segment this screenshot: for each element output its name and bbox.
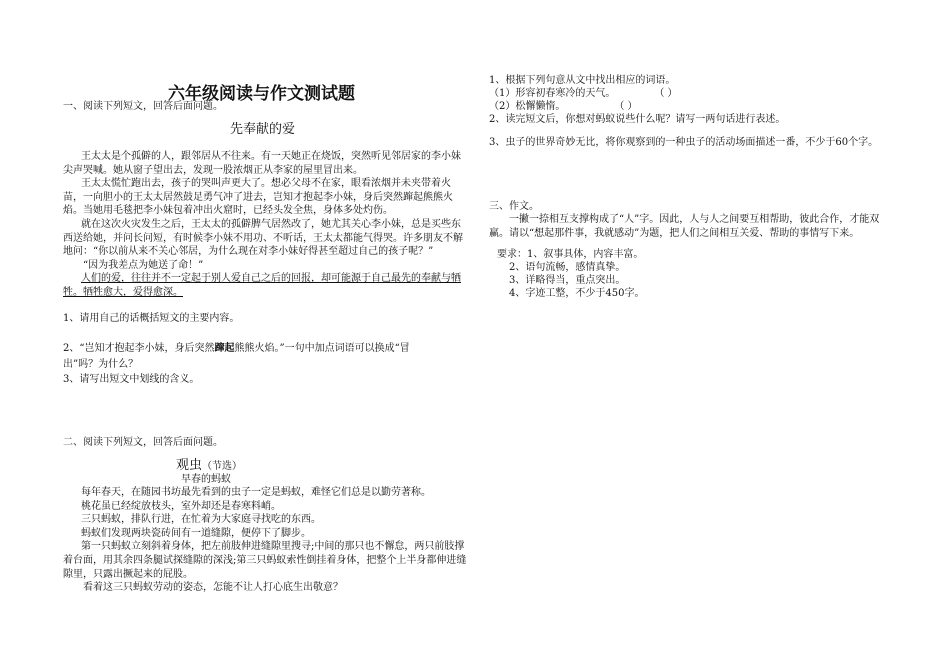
passage-2-title: 观虫 [176,458,203,473]
passage-2-title-note: （节选） [202,461,243,472]
question-1: 1、请用自己的话概括短文的主要内容。 [63,313,240,324]
passage-2-paragraph: 每年春天，在随园书坊最先看到的虫子一定是蚂蚁，难怪它们总是以勤劳著称。 [81,487,431,498]
question-2-line-2: 出”吗？为什么？ [63,359,139,370]
question-2-text-a: 2、“岂知才抱起李小妹，身后突然 [63,343,215,354]
passage-2-paragraph: 三只蚂蚁，排队行进，在忙着为大家庭寻找吃的东西。 [81,514,321,526]
passage-2-paragraph: 桃花虽已经绽放枝头，室外却还是春寒料峭。 [81,500,281,512]
passage-1-paragraph: 王太太是个孤僻的人，跟邻居从不往来。有一天她正在烧饭，突然听见邻居家的李小妹尖声哭喊。她从窗子望出去，发现一股浓烟正从李家的屋里冒出来。 [63,151,461,176]
passage-1-paragraph: 就在这次火灾发生之后，王太太的孤僻脾气居然改了，她尤其关心李小妹，总是买些东西送给她，并问长问短，有时候李小妹不用功、不听话，王太太都能气得哭。许多朋友不解地问：“你以前从来不关心邻居，为什么现在对李小妹好得甚至超过自己的孩子呢？” [63,218,463,258]
section-3-heading: 三、作文。 [489,201,539,212]
right-question-2: 2、读完短文后，你想对蚂蚁说些什么呢？请写一两句话进行表述。 [489,114,786,125]
requirement-item: 3、详略得当，重点突出。 [509,275,626,286]
item-1-text: （1）形容初春寒冷的天气。 [489,88,616,99]
item-2-text: （2）松懈懒惰。 [489,101,566,112]
passage-1-title: 先奉献的爱 [230,122,296,137]
passage-2-paragraph: 看着这三只蚂蚁劳动的姿态，怎能不让人打心底生出敬意？ [83,582,343,594]
question-2-line-1 [63,342,410,355]
section-1-heading: 一、阅读下列短文，回答后面问题。 [63,101,223,112]
passage-2-paragraph: 第一只蚂蚁立刻斜着身体，把左前肢伸进缝隙里搜寻;中间的那只也不懈怠，两只前肢撑着台面，用其余四条腿试探缝隙的深浅;第三只蚂蚁索性倒挂着身体，把整个上半身都伸进缝隙里，只露出撅起来的屁股。 [63,541,467,580]
right-question-1-item-1 [489,87,678,100]
right-question-1-item-2 [489,100,638,113]
passage-1-paragraph: 王太太慌忙跑出去，孩子的哭叫声更大了。想必父母不在家，眼看浓烟并未夹带着火苗，一向胆小的王太太居然鼓足勇气冲了进去，岂知才抱起李小妹，身后突然蹿起熊熊火焰。当她用毛毯把李小妹包着冲出火窟时，已经头发全焦，身体多处灼伤。 [63,178,453,217]
question-2-text-b: 熊熊火焰。”一句中加点词语可以换成“冒 [234,343,410,354]
passage-1-body [63,150,467,300]
section-2-heading: 二、阅读下列短文，回答后面问题。 [63,437,223,448]
item-2-blank: （ ） [619,101,638,112]
passage-2-body [63,486,467,595]
passage-1-underlined-sentence: 人们的爱，往往并不一定起于别人爱自己之后的回报，却可能源于自己最先的奉献与牺牲。牺牲愈大，爱得愈深。 [63,273,461,298]
dotted-word: 蹿起 [214,343,235,354]
requirement-item: 1、叙事具体，内容丰富。 [527,249,644,260]
question-3: 3、请写出短文中划线的含义。 [63,374,200,385]
item-1-blank: （ ） [659,88,678,99]
essay-prompt: 一撇一捺相互支撑构成了“人”字。因此，人与人之间要互相帮助，彼此合作，才能双赢。请以“想起那件事，我就感动”为题，把人们之间相互关爱、帮助的事情写下来。 [489,214,880,239]
requirements-label: 要求： [497,249,527,260]
right-question-3: 3、虫子的世界奇妙无比，将你观察到的一种虫子的活动场面描述一番，不少于60个字。 [489,137,879,148]
requirements [497,248,643,261]
passage-2-paragraph: 蚂蚁们发现两块瓷砖间有一道缝隙，便停下了脚步。 [81,527,311,539]
passage-1-quote: “因为我差点为她送了命！” [83,259,204,271]
passage-2-title-line [176,454,242,473]
requirement-item: 2、语句流畅，感情真挚。 [509,262,626,273]
passage-2-subtitle: 早春的蚂蚁 [181,474,231,485]
requirement-item: 4、字迹工整，不少于450字。 [509,288,645,299]
right-question-1: 1、根据下列句意从文中找出相应的词语。 [489,75,676,86]
page-title: 六年级阅读与作文测试题 [168,84,355,104]
